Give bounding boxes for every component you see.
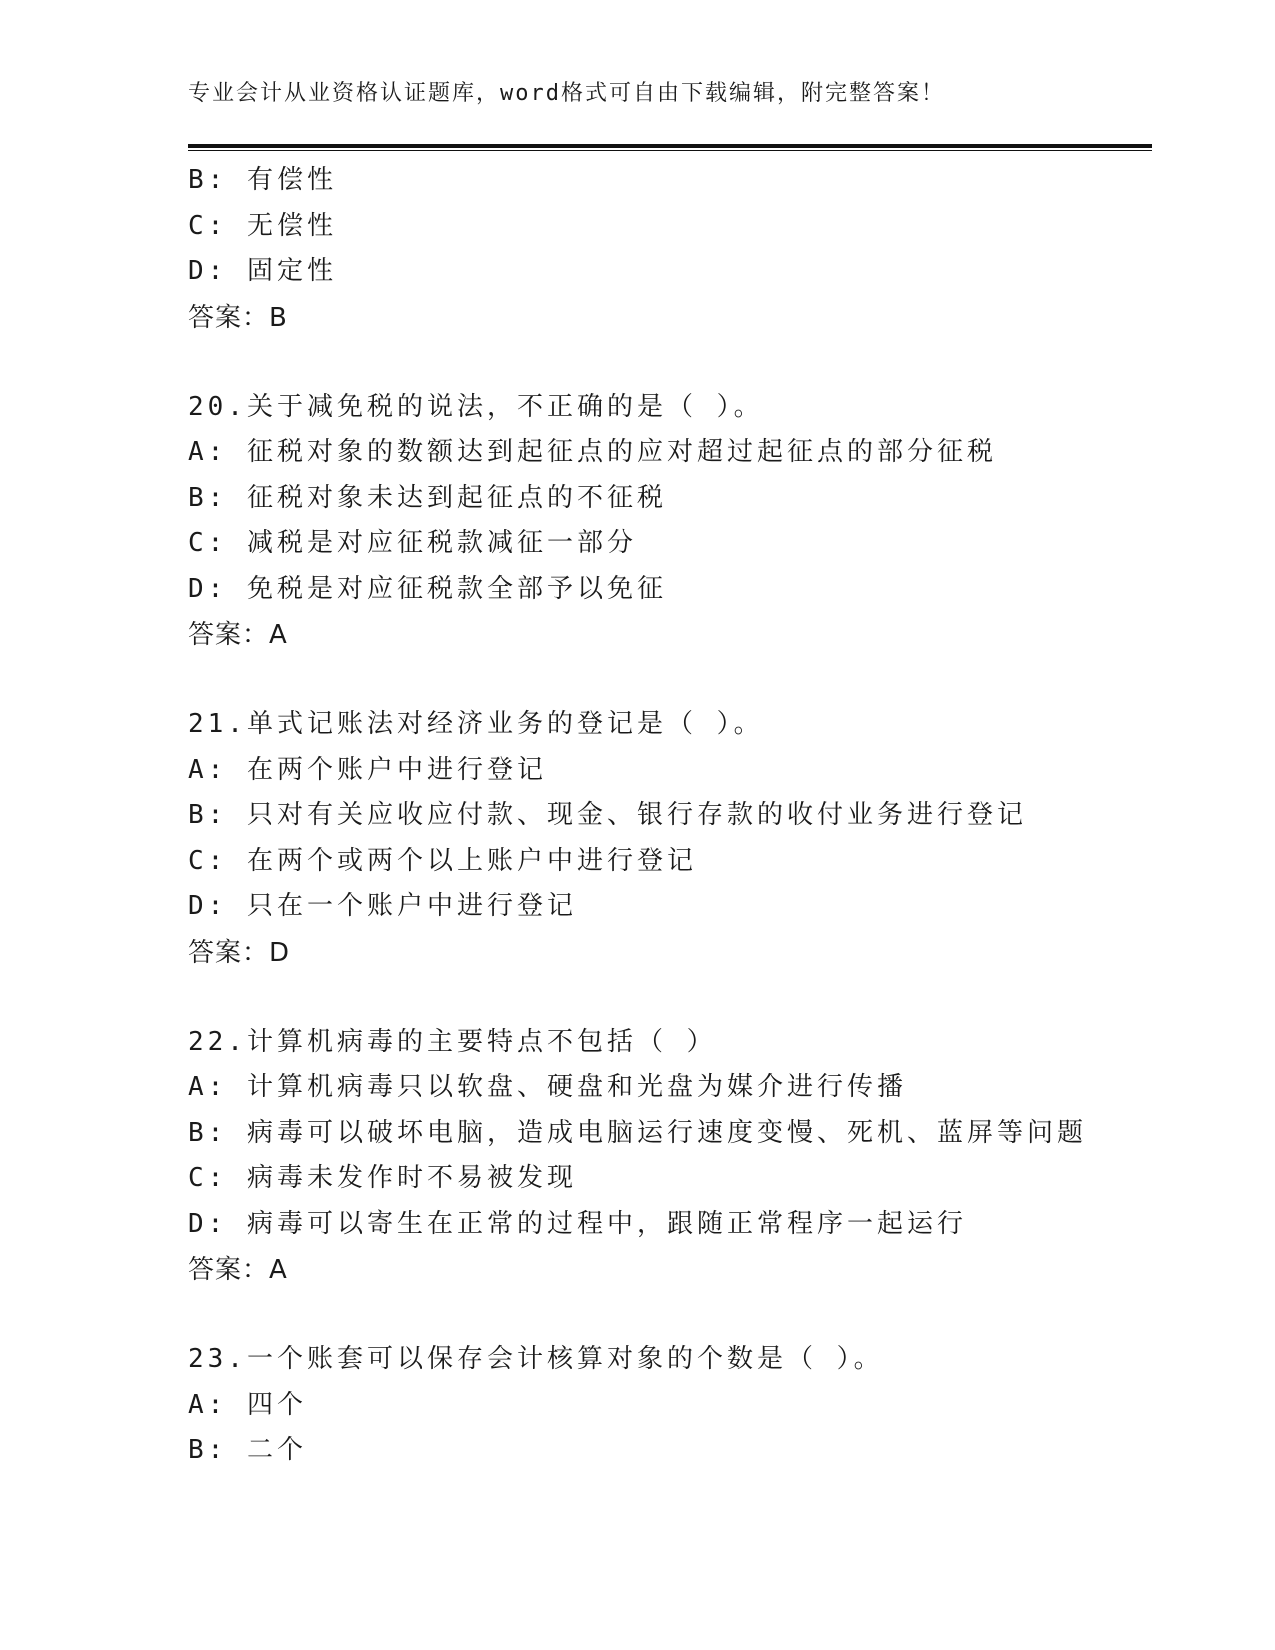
question-stem: 21.单式记账法对经济业务的登记是（ ）。 — [188, 709, 764, 739]
question-block-22 — [188, 1020, 1152, 1294]
option-d: D: 免税是对应征税款全部予以免征 — [188, 573, 667, 604]
option-d: D: 病毒可以寄生在正常的过程中，跟随正常程序一起运行 — [188, 1208, 967, 1239]
option-b: B: 只对有关应收应付款、现金、银行存款的收付业务进行登记 — [188, 800, 1027, 830]
answer-label: 答案：D — [188, 937, 291, 968]
option-c: C: 减税是对应征税款减征一部分 — [188, 528, 637, 558]
question-block-21 — [188, 702, 1152, 976]
question-stem: 22.计算机病毒的主要特点不包括（ ） — [188, 1026, 717, 1057]
answer-label: 答案：A — [188, 620, 288, 650]
question-block-23 — [188, 1337, 1152, 1474]
option-b: B: 二个 — [188, 1435, 307, 1465]
option-a: A: 征税对象的数额达到起征点的应对超过起征点的部分征税 — [188, 437, 997, 467]
answer-label: 答案：B — [188, 302, 288, 333]
option-b: B: 病毒可以破坏电脑，造成电脑运行速度变慢、死机、蓝屏等问题 — [188, 1117, 1087, 1148]
page-header: 专业会计从业资格认证题库，word格式可自由下载编辑，附完整答案！ — [188, 81, 945, 106]
option-b: B: 有偿性 — [188, 165, 337, 195]
option-a: A: 在两个账户中进行登记 — [188, 754, 547, 785]
answer-label: 答案：A — [188, 1255, 288, 1285]
option-c: C: 在两个或两个以上账户中进行登记 — [188, 845, 697, 876]
option-c: C: 无偿性 — [188, 210, 337, 241]
option-d: D: 固定性 — [188, 256, 337, 286]
question-stem: 23.一个账套可以保存会计核算对象的个数是（ ）。 — [188, 1344, 884, 1374]
question-block-19 — [188, 158, 1152, 341]
header-rule-thick — [188, 144, 1152, 148]
option-d: D: 只在一个账户中进行登记 — [188, 891, 577, 921]
question-list — [188, 158, 1152, 1518]
option-a: A: 计算机病毒只以软盘、硬盘和光盘为媒介进行传播 — [188, 1072, 907, 1102]
question-stem: 20.关于减免税的说法，不正确的是（ ）。 — [188, 391, 764, 422]
option-b: B: 征税对象未达到起征点的不征税 — [188, 482, 667, 513]
question-block-20 — [188, 385, 1152, 659]
header-rule-thin — [188, 150, 1152, 151]
option-a: A: 四个 — [188, 1389, 307, 1420]
option-c: C: 病毒未发作时不易被发现 — [188, 1163, 577, 1193]
